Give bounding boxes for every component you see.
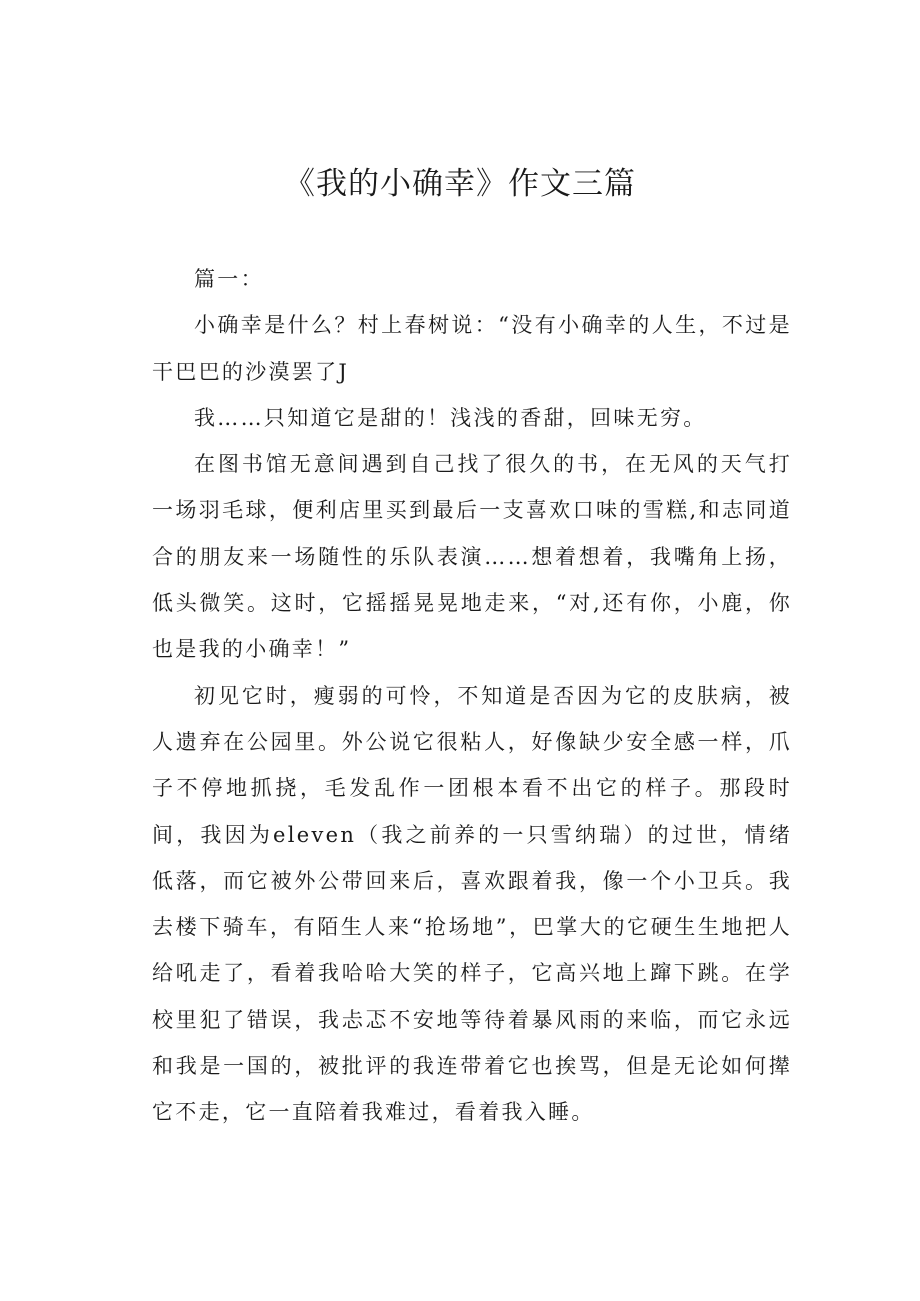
section-label: 篇一： bbox=[194, 267, 264, 291]
document-body bbox=[152, 256, 792, 1136]
paragraph-2: 我……只知道它是甜的！浅浅的香甜，回味无穷。 bbox=[194, 405, 707, 430]
paragraph-4: 初见它时，瘦弱的可怜，不知道是否因为它的皮肤病，被人遗弃在公园里。外公说它很粘人，好像缺少安全感一样，爪子不停地抓挠，毛发乱作一团根本看不出它的样子。那段时间，我因为eleven（我之前养的一只雪纳瑞）的过世，情绪低落，而它被外公带回来后，喜欢跟着我，像一个小卫兵。我去楼下骑车，有陌生人来“抢场地”，巴掌大的它硬生生地把人给吼走了，看着我哈哈大笑的样子，它高兴地上蹿下跳。在学校里犯了错误，我忐忑不安地等待着暴风雨的来临，而它永远和我是一国的，被批评的我连带着它也挨骂，但是无论如何撵它不走，它一直陪着我难过，看着我入睡。 bbox=[152, 683, 792, 1125]
paragraph-1: 小确幸是什么？村上春树说：“没有小确幸的人生，不过是干巴巴的沙漠罢了J bbox=[152, 313, 792, 384]
document-title: 《我的小确幸》作文三篇 bbox=[284, 166, 636, 202]
paragraph-3: 在图书馆无意间遇到自己找了很久的书，在无风的天气打一场羽毛球，便利店里买到最后一支喜欢口味的雪糕,和志同道合的朋友来一场随性的乐队表演……想着想着，我嘴角上扬，低头微笑。这时，它摇摇晃晃地走来，“对,还有你，小鹿，你也是我的小确幸！” bbox=[152, 452, 792, 662]
